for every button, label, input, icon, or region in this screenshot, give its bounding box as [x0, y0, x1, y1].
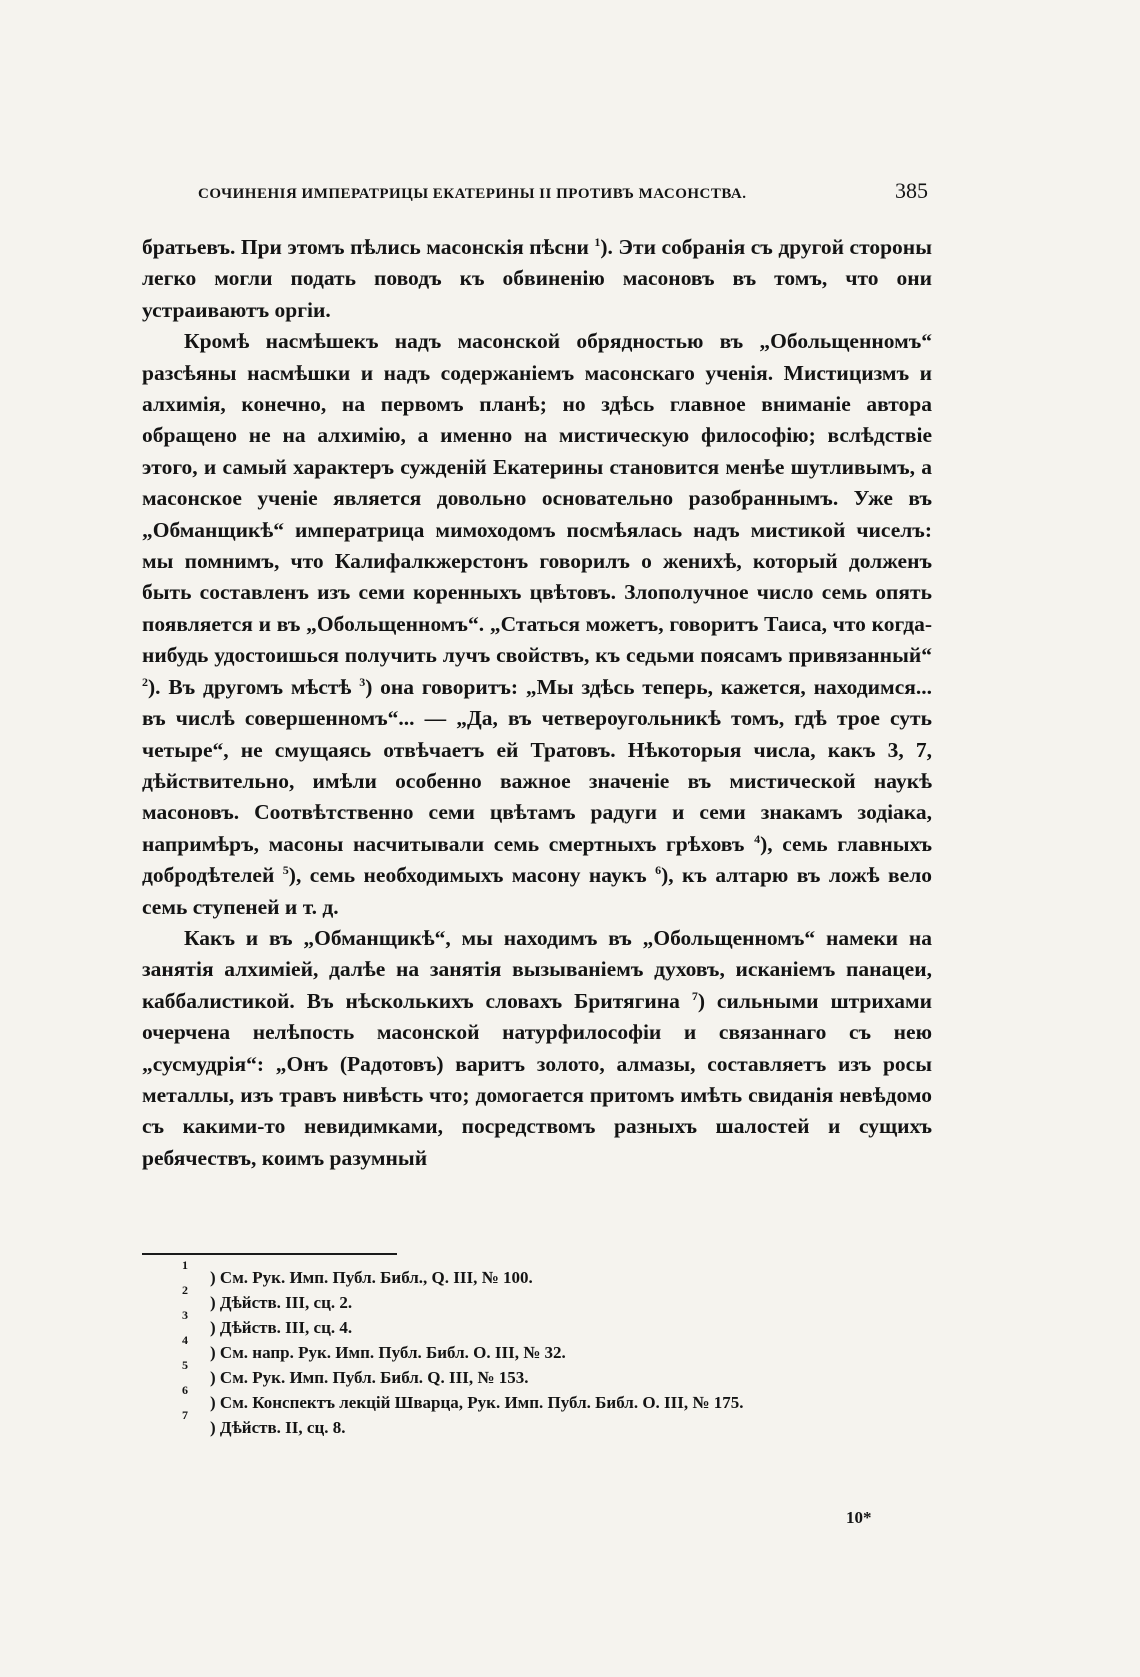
footnote-mark: 4: [182, 1333, 188, 1347]
footnote-ref: 1: [594, 234, 601, 249]
footnote: [182, 1258, 902, 1290]
footnote: [182, 1358, 902, 1390]
footnote-mark: 7: [182, 1408, 188, 1422]
footnote-mark: 1: [182, 1258, 188, 1272]
footnote: [182, 1283, 902, 1315]
footnote-text: ) См. Рук. Имп. Публ. Библ. Q. III, № 153.: [210, 1368, 529, 1387]
text-run: ), семь необходимыхъ масону наукъ: [288, 863, 656, 888]
footnote-text: ) Дѣйств. III, сц. 2.: [210, 1293, 353, 1312]
paragraph: [142, 923, 932, 1174]
running-head: [198, 178, 928, 204]
footnote-ref: 6: [655, 862, 662, 877]
text-run: ). Эти собранія съ другой стороны легко могли подать поводъ къ обвиненію масоновъ въ томъ, что они устраиваютъ оргіи.: [142, 235, 932, 322]
footnote-mark: 3: [182, 1308, 188, 1322]
paragraph: [142, 326, 932, 923]
footnote: [182, 1408, 902, 1440]
footnote-ref: 4: [754, 831, 761, 846]
footnote-ref: 3: [359, 674, 366, 689]
footnote-ref: 5: [282, 862, 289, 877]
footnote-rule: [142, 1253, 397, 1255]
footnote-text: ) Дѣйств. II, сц. 8.: [210, 1418, 346, 1437]
running-title: СОЧИНЕНІЯ ИМПЕРАТРИЦЫ ЕКАТЕРИНЫ II ПРОТИВЪ МАСОНСТВА.: [198, 186, 747, 202]
text-run: ). Въ другомъ мѣстѣ: [148, 674, 360, 699]
footnote: [182, 1383, 902, 1415]
footnote-mark: 2: [182, 1283, 188, 1297]
paragraph: [142, 232, 932, 326]
text-run: ) она говоритъ: „Мы здѣсь теперь, кажется, находимся... въ числѣ совершенномъ“... — „Да, въ четвероугольникѣ томъ, гдѣ трое суть четыре“, не смущаясь отвѣчаетъ ей Тратовъ. Нѣкоторыя числа, какъ 3, 7, дѣйствительно, имѣли особенно важное значеніе въ мистической наукѣ масоновъ. Соотвѣтственно семи цвѣтамъ радуги и семи знакамъ зодіака, напримѣръ, масоны насчитывали семь смертныхъ грѣховъ: [142, 674, 932, 856]
text-run: ) сильными штрихами очерчена нелѣпость масонской натурфилософіи и связаннаго съ нею „сусмудрія“: „Онъ (Радотовъ) варитъ золото, алмазы, составляетъ изъ росы металлы, изъ травъ нивѣсть что; домогается притомъ имѣть свиданія невѣдомо съ какими-то невидимками, посредствомъ разныхъ шалостей и сущихъ ребячествъ, коимъ разумный: [142, 988, 933, 1170]
text-run: Какъ и въ „Обманщикѣ“, мы находимъ въ „Обольщенномъ“ намеки на занятія алхиміей, далѣе на занятія вызываніемъ духовъ, исканіемъ панацеи, каббалистикой. Въ нѣсколькихъ словахъ Бритягина: [142, 925, 932, 1013]
body-text: [142, 232, 932, 1174]
footnote: [182, 1308, 902, 1340]
text-run: ), къ алтарю въ ложѣ вело семь ступеней и т. д.: [142, 863, 933, 919]
footnote-text: ) См. Рук. Имп. Публ. Библ., Q. III, № 100.: [210, 1268, 533, 1287]
footnote-text: ) См. Конспектъ лекцій Шварца, Рук. Имп. Публ. Библ. О. III, № 175.: [210, 1393, 744, 1412]
footnote-mark: 6: [182, 1383, 188, 1397]
text-run: братьевъ. При этомъ пѣлись масонскія пѣсни: [142, 235, 595, 259]
page-number: 385: [895, 178, 928, 203]
footnotes: [182, 1258, 902, 1440]
signature-mark: 10*: [846, 1508, 872, 1527]
footnote-mark: 5: [182, 1358, 188, 1372]
text-run: ), семь главныхъ добродѣтелей: [142, 831, 932, 888]
footnote-ref: 7: [691, 988, 698, 1003]
footnote-text: ) Дѣйств. III, сц. 4.: [210, 1318, 353, 1337]
footnote-text: ) См. напр. Рук. Имп. Публ. Библ. О. III, № 32.: [210, 1343, 566, 1362]
footnote: [182, 1333, 902, 1365]
footnote-ref: 2: [142, 674, 148, 689]
text-run: Кромѣ насмѣшекъ надъ масонской обрядностью въ „Обольщенномъ“ разсѣяны насмѣшки и надъ содержаніемъ масонскаго ученія. Мистицизмъ и алхимія, конечно, на первомъ планѣ; но здѣсь главное вниманіе автора обращено не на алхимію, а именно на мистическую философію; вслѣдствіе этого, и самый характеръ сужденій Екатерины становится менѣе шутливымъ, а масонское ученіе является довольно основательно разобраннымъ. Уже въ „Обманщикѣ“ императрица мимоходомъ посмѣялась надъ мистикой чиселъ: мы помнимъ, что Калифалкжерстонъ говорилъ о женихѣ, который долженъ быть составленъ изъ семи коренныхъ цвѣтовъ. Злополучное число семь опять появляется и въ „Обольщенномъ“. „Статься можетъ, говоритъ Таиса, что когда-нибудь удостоишься получить лучъ свойствъ, къ седьми поясамъ привязанный“: [142, 329, 932, 668]
